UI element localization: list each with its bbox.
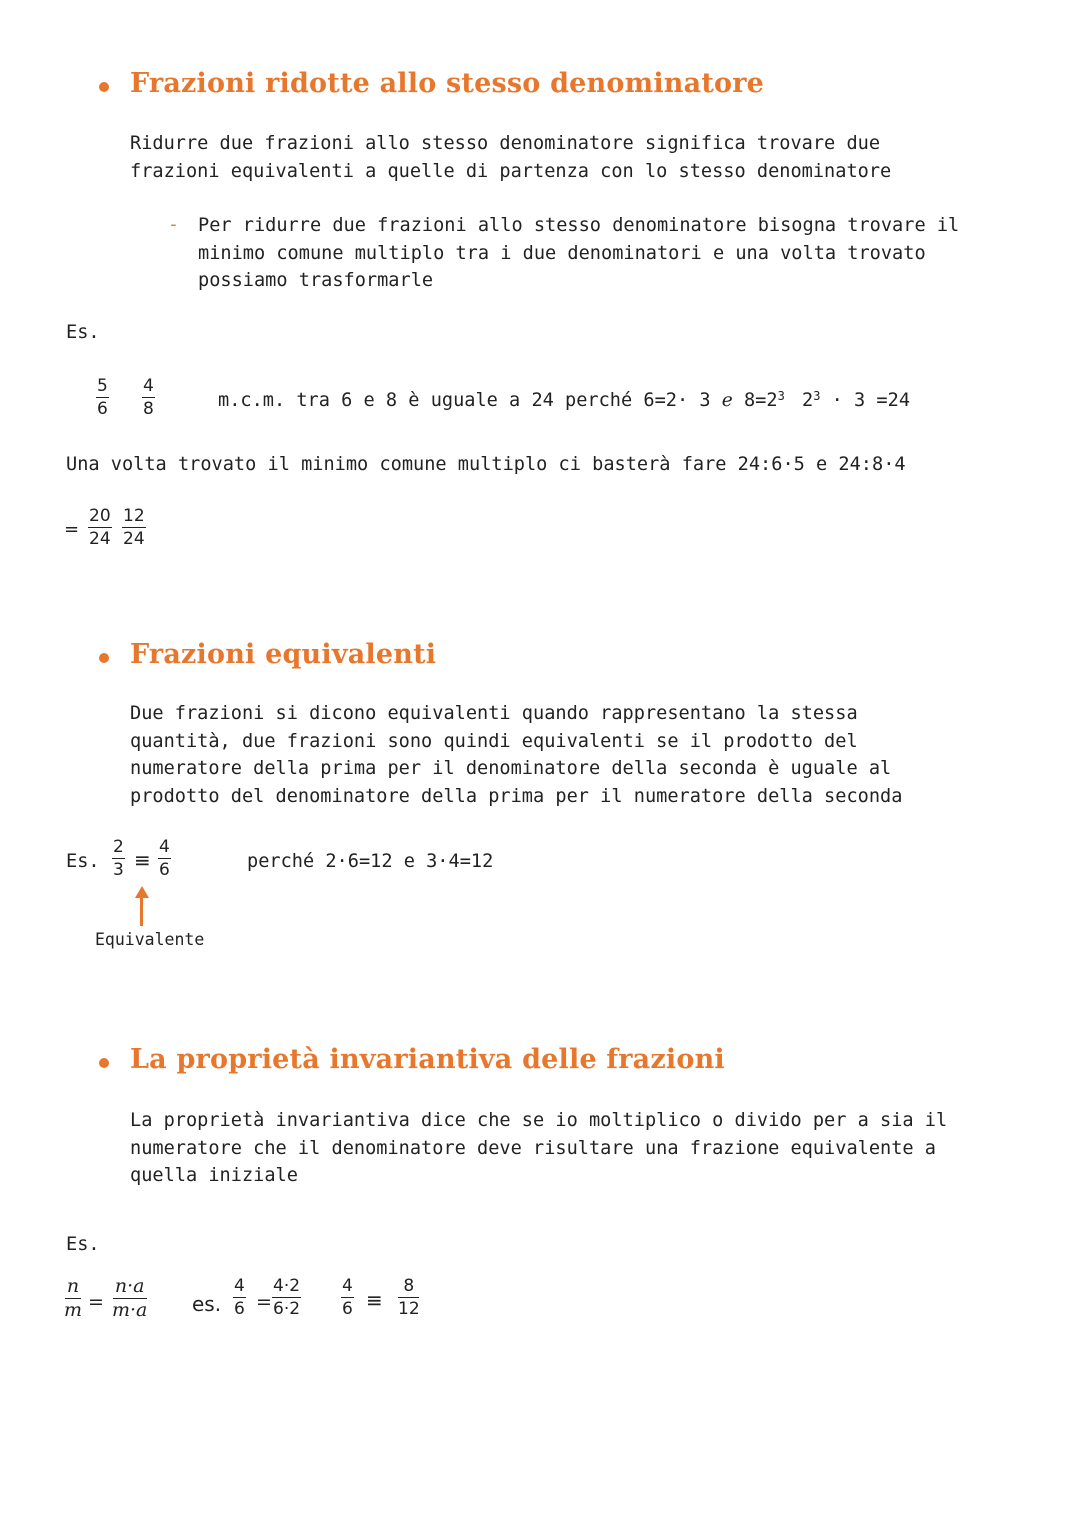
heading-section-1: Frazioni ridotte allo stesso denominatore <box>130 68 764 99</box>
fraction-2-3 <box>112 837 125 880</box>
denominator: m·a <box>112 1299 148 1321</box>
mcm-8: 8=2 <box>743 390 778 411</box>
because-text: perché 2·6=12 e 3·4=12 <box>247 851 494 872</box>
text-line: quantità, due frazioni sono quindi equivalenti se il prodotto del <box>130 730 858 752</box>
text-line: Due frazioni si dicono equivalenti quando rappresentano la stessa <box>130 703 858 724</box>
denominator: 6 <box>159 860 170 880</box>
text-line: numeratore che il denominatore deve risultare una frazione equivalente a <box>130 1137 936 1159</box>
example-label: Es. <box>66 851 100 872</box>
text-line: La proprietà invariantiva dice che se io moltiplico o divido per a sia il <box>130 1110 948 1131</box>
fraction-4-8 <box>142 376 155 419</box>
numerator: 8 <box>398 1276 419 1298</box>
text-line: minimo comune multiplo tra i due denominatori e una volta trovato <box>198 242 926 264</box>
text-line: Per ridurre due frazioni allo stesso denominatore bisogna trovare il <box>198 215 960 236</box>
example-label: Es. <box>66 1234 100 1255</box>
mcm-text: m.c.m. tra 6 e 8 è uguale a 24 perché 6=2· 3 <box>218 390 711 411</box>
numerator: 4 <box>143 376 154 396</box>
equals-sign: = <box>64 519 80 540</box>
numerator: 2 <box>113 837 124 857</box>
fraction-4-6 <box>233 1276 246 1319</box>
text-line: numeratore della prima per il denominatore della seconda è uguale al <box>130 758 892 779</box>
paragraph-section-3 <box>130 1107 947 1190</box>
example-inline-label: es. <box>192 1292 222 1316</box>
bullet-2 <box>99 653 109 663</box>
list-dash: - <box>168 214 179 235</box>
text-line: frazioni equivalenti a quelle di partenza con lo stesso denominatore <box>130 160 892 182</box>
denominator: 8 <box>143 399 154 419</box>
denominator: 24 <box>123 529 145 549</box>
fraction-4-6 <box>158 837 171 880</box>
text-line: quella iniziale <box>130 1165 298 1186</box>
numerator: 4 <box>342 1276 353 1296</box>
sub-paragraph-section-1 <box>198 212 959 295</box>
fraction-20-24 <box>88 506 112 549</box>
denominator: m <box>64 1299 83 1321</box>
text-line: possiamo trasformarle <box>198 270 434 291</box>
denominator: 6 <box>234 1299 245 1319</box>
example-label: Es. <box>66 322 100 343</box>
numerator: 12 <box>123 506 145 526</box>
fraction-12-24 <box>122 506 146 549</box>
arrow-label: Equivalente <box>95 930 205 949</box>
numerator: n <box>66 1275 80 1297</box>
equivalence-symbol: ≡ <box>134 848 151 872</box>
mcm-explanation <box>218 390 910 411</box>
equals-sign: = <box>88 1291 104 1313</box>
denominator: 6 <box>97 399 108 419</box>
mcm-e: e <box>721 390 733 411</box>
paragraph-section-2 <box>130 700 902 810</box>
denominator: 6·2 <box>273 1299 301 1319</box>
denominator: 3 <box>113 860 124 880</box>
numerator: 5 <box>97 376 108 396</box>
denominator: 6 <box>342 1299 353 1319</box>
fraction-4x2-6x2 <box>272 1276 301 1319</box>
mcm-exponent: 3 <box>813 389 821 403</box>
bullet-3 <box>99 1058 109 1068</box>
numerator: 4 <box>159 837 170 857</box>
numerator: 4·2 <box>273 1276 301 1296</box>
bullet-1 <box>99 82 109 92</box>
numerator: 20 <box>89 506 111 526</box>
heading-section-3: La proprietà invariantiva delle frazioni <box>130 1044 725 1075</box>
equivalence-symbol: ≡ <box>366 1288 383 1312</box>
arrow-shaft <box>140 897 143 926</box>
fraction-na-ma <box>112 1276 147 1320</box>
fraction-8-12 <box>398 1276 420 1319</box>
numerator: n·a <box>114 1275 145 1297</box>
numerator: 4 <box>234 1276 245 1296</box>
mcm-2: 2 <box>802 390 814 411</box>
heading-section-2: Frazioni equivalenti <box>130 639 437 670</box>
mcm-tail: · 3 =24 <box>820 390 911 411</box>
once-line: Una volta trovato il minimo comune multiplo ci basterà fare 24:6·5 e 24:8·4 <box>66 454 906 475</box>
fraction-5-6 <box>96 376 109 419</box>
mcm-exponent: 3 <box>777 389 785 403</box>
text-line: prodotto del denominatore della prima per il numeratore della seconda <box>130 785 903 807</box>
fraction-4-6-b <box>341 1276 354 1319</box>
fraction-n-m <box>64 1276 82 1320</box>
text-line: Ridurre due frazioni allo stesso denominatore significa trovare due <box>130 133 881 154</box>
denominator: 12 <box>398 1299 420 1319</box>
denominator: 24 <box>89 529 111 549</box>
equals-sign: = <box>256 1291 272 1313</box>
paragraph-section-1 <box>130 130 891 185</box>
